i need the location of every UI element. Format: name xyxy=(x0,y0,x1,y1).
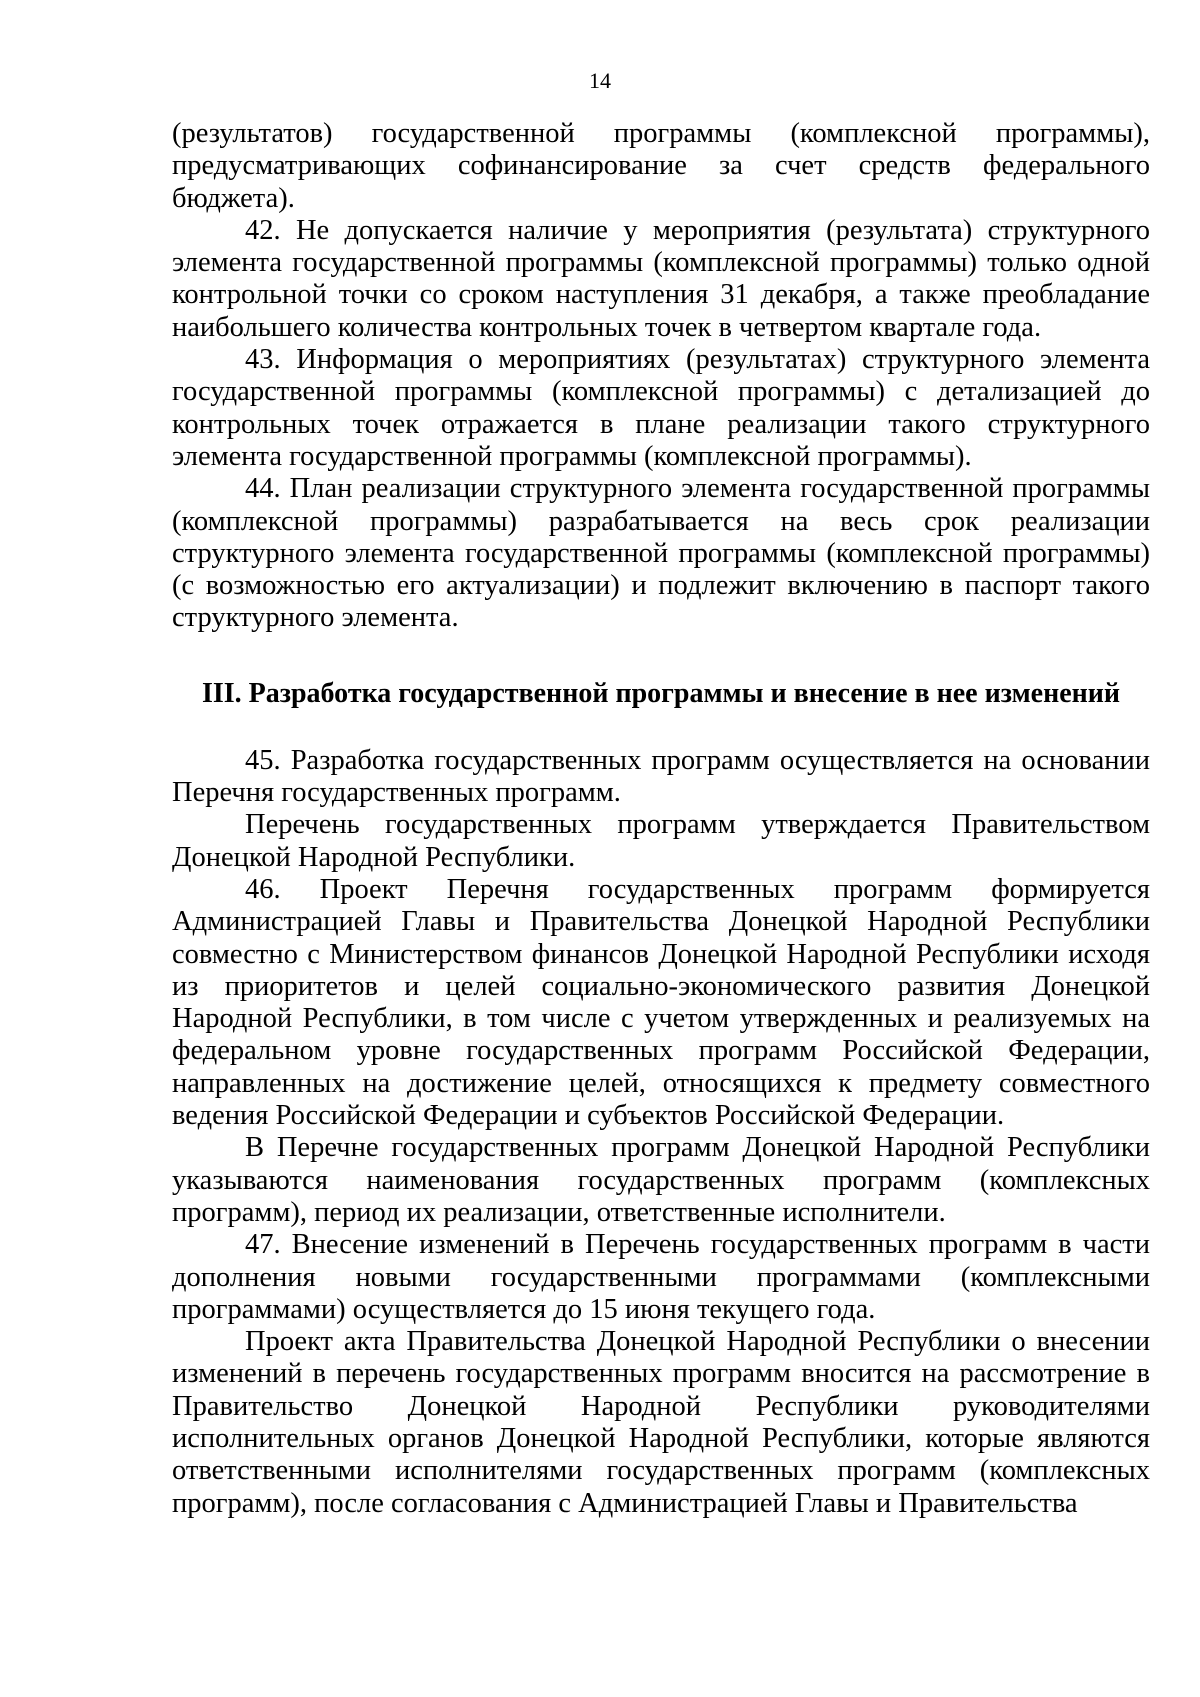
paragraph-47: 47. Внесение изменений в Перечень государственных программ в части дополнения новыми государственными программами (комплексными программами) осуществляется до 15 июня текущего года. xyxy=(172,1229,1150,1325)
paragraph-45-list-approval: Перечень государственных программ утверждается Правительством Донецкой Народной Республики. xyxy=(172,809,1150,873)
paragraph-44: 44. План реализации структурного элемента государственной программы (комплексной программы) разрабатывается на весь срок реализации структурного элемента государственной программы (комплексной программы) (с возможностью его актуализации) и подлежит включению в паспорт такого структурного элемента. xyxy=(172,473,1150,634)
paragraph-46-list-contents: В Перечне государственных программ Донецкой Народной Республики указываются наименования государственных программ (комплексных программ), период их реализации, ответственные исполнители. xyxy=(172,1132,1150,1228)
section-a xyxy=(172,118,1150,635)
paragraph-47-draft-act: Проект акта Правительства Донецкой Народной Республики о внесении изменений в перечень государственных программ вносится на рассмотрение в Правительство Донецкой Народной Республики руководителями исполнительных органов Донецкой Народной Республики, которые являются ответственными исполнителями государственных программ (комплексных программ), после согласования с Администрацией Главы и Правительства xyxy=(172,1326,1150,1519)
document-body xyxy=(172,118,1150,1520)
page-number: 14 xyxy=(589,68,611,93)
paragraph-43: 43. Информация о мероприятиях (результатах) структурного элемента государственной программы (комплексной программы) с детализацией до контрольных точек отражается в плане реализации такого структурного элемента государственной программы (комплексной программы). xyxy=(172,344,1150,472)
section-heading: III. Разработка государственной программы и внесение в нее изменений xyxy=(201,677,1121,709)
paragraph-46: 46. Проект Перечня государственных программ формируется Администрацией Главы и Правительства Донецкой Народной Республики совместно с Министерством финансов Донецкой Народной Республики исходя из приоритетов и целей социально-экономического развития Донецкой Народной Республики, в том числе с учетом утвержденных и реализуемых на федеральном уровне государственных программ Российской Федерации, направленных на достижение целей, относящихся к предмету совместного ведения Российской Федерации и субъектов Российской Федерации. xyxy=(172,873,1150,1132)
section-b xyxy=(172,745,1150,1520)
paragraph-continuation: (результатов) государственной программы (комплексной программы), предусматривающих софинансирование за счет средств федерального бюджета). xyxy=(172,118,1150,214)
paragraph-42: 42. Не допускается наличие у мероприятия (результата) структурного элемента государственной программы (комплексной программы) только одной контрольной точки со сроком наступления 31 декабря, а также преобладание наибольшего количества контрольных точек в четвертом квартале года. xyxy=(172,214,1150,343)
paragraph-45: 45. Разработка государственных программ осуществляется на основании Перечня государственных программ. xyxy=(172,744,1150,809)
